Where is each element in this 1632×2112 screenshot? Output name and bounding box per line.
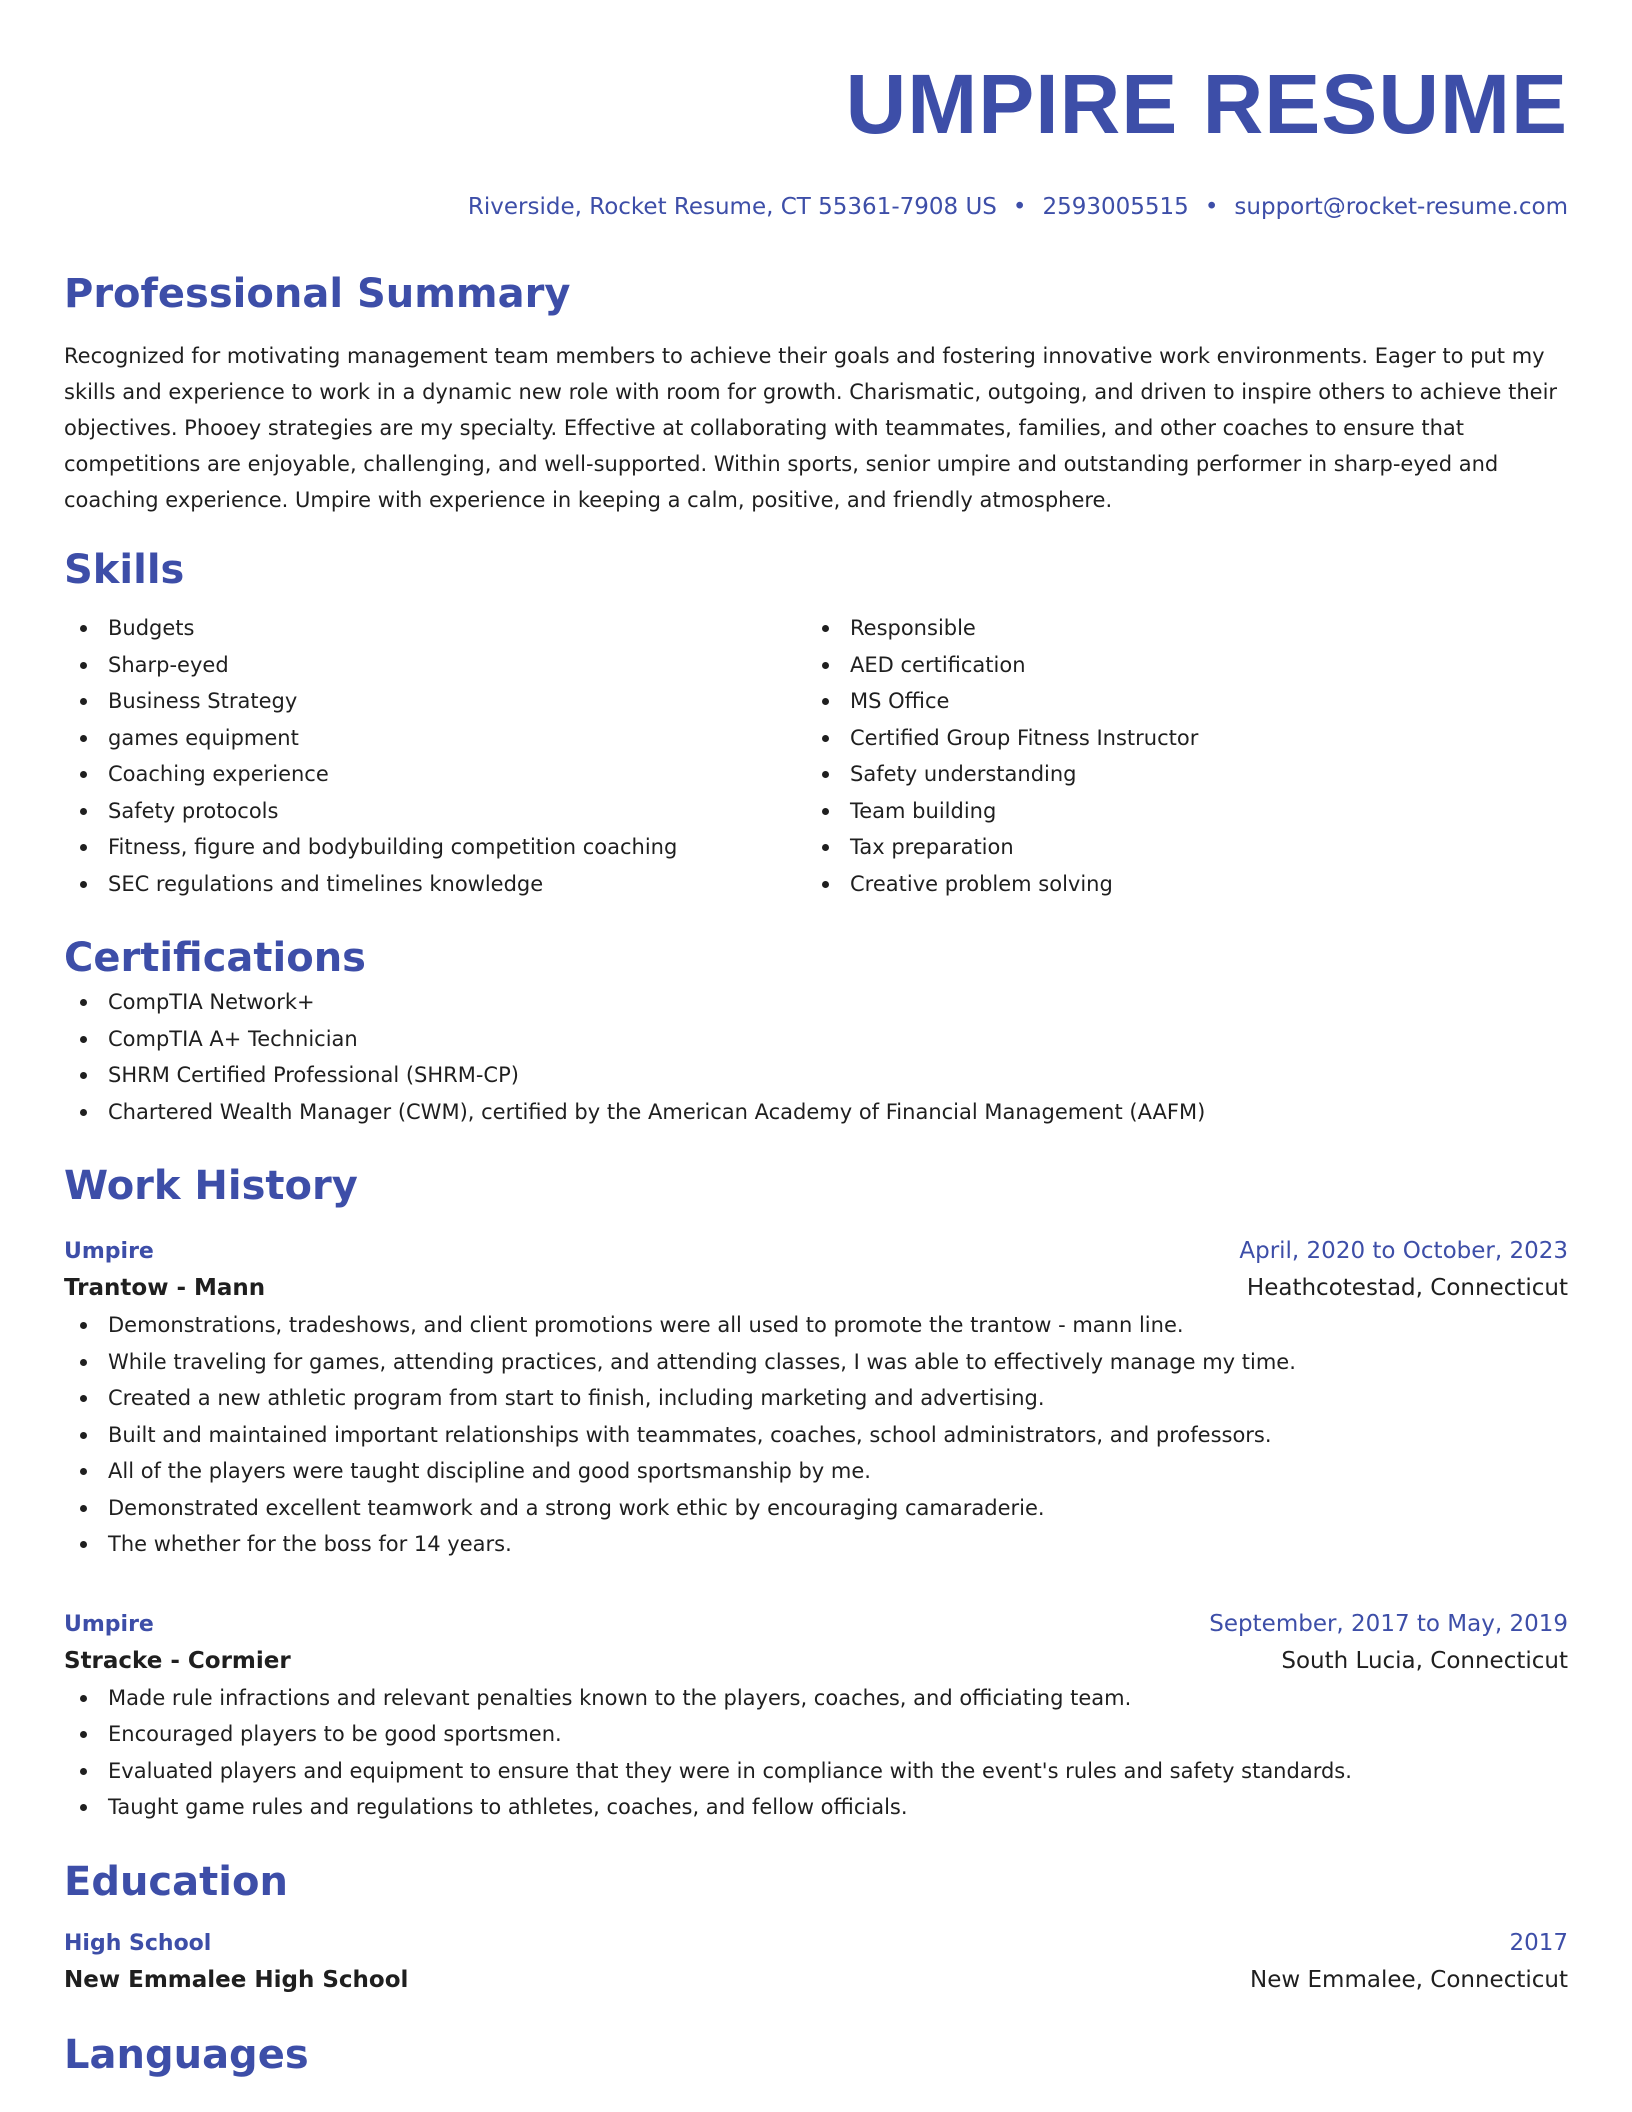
job-title: Umpire — [64, 1611, 154, 1637]
job-header-row — [64, 1607, 1568, 1642]
contact-address: Riverside, Rocket Resume, CT 55361-7908 US — [467, 194, 997, 220]
job-bullet: Demonstrations, tradeshows, and client promotions were all used to promote the trantow - mann line. — [64, 1307, 1568, 1344]
skill-item: Certified Group Fitness Instructor — [806, 720, 1548, 757]
skill-item: Responsible — [806, 610, 1548, 647]
job-dates: April, 2020 to October, 2023 — [1239, 1238, 1568, 1264]
job-header-row — [64, 1234, 1568, 1269]
skill-item: AED certification — [806, 647, 1548, 684]
job-bullets — [64, 1307, 1568, 1563]
summary-heading: Professional Summary — [64, 271, 571, 317]
skills-column-right — [806, 610, 1548, 902]
job-bullet: Made rule infractions and relevant penalties known to the players, coaches, and officiating team. — [64, 1680, 1568, 1717]
skills-list-left — [64, 610, 806, 902]
education-year: 2017 — [1509, 1929, 1568, 1956]
skill-item: Tax preparation — [806, 829, 1548, 866]
education-heading: Education — [64, 1858, 288, 1905]
contact-separator: • — [1204, 194, 1219, 220]
skill-item: Team building — [806, 793, 1548, 830]
education-header-row — [64, 1926, 1568, 1961]
resume-name: UMPIRE RESUME — [845, 57, 1568, 151]
job-location: South Lucia, Connecticut — [1281, 1647, 1568, 1674]
education-degree: High School — [64, 1930, 212, 1956]
skill-item: games equipment — [64, 720, 806, 757]
job-bullet: Encouraged players to be good sportsmen. — [64, 1716, 1568, 1753]
job-company-row — [64, 1642, 1568, 1680]
job-bullet: Evaluated players and equipment to ensure that they were in compliance with the event's rules and safety standards. — [64, 1753, 1568, 1790]
skills-column-left — [64, 610, 806, 902]
education-school-row — [64, 1961, 1568, 1999]
skill-item: Sharp-eyed — [64, 647, 806, 684]
job-bullet: While traveling for games, attending practices, and attending classes, I was able to effectively manage my time. — [64, 1344, 1568, 1381]
work-history-heading: Work History — [64, 1163, 358, 1209]
contact-email[interactable]: support@rocket-resume.com — [1234, 194, 1568, 220]
skill-item: MS Office — [806, 683, 1548, 720]
skill-item: Business Strategy — [64, 683, 806, 720]
certification-item: Chartered Wealth Manager (CWM), certified by the American Academy of Financial Management (AAFM) — [64, 1094, 1568, 1131]
job-title: Umpire — [64, 1239, 154, 1264]
certification-item: SHRM Certified Professional (SHRM-CP) — [64, 1057, 1568, 1094]
job-bullets — [64, 1680, 1568, 1826]
languages-heading: Languages — [64, 2031, 309, 2078]
job-company-row — [64, 1269, 1568, 1307]
skills-list-right — [806, 610, 1548, 902]
job-bullet: Demonstrated excellent teamwork and a strong work ethic by encouraging camaraderie. — [64, 1490, 1568, 1527]
certifications-heading: Certifications — [64, 935, 366, 981]
job-dates: September, 2017 to May, 2019 — [1209, 1610, 1568, 1637]
skills-grid — [64, 610, 1568, 902]
job-company: Stracke - Cormier — [64, 1647, 291, 1674]
skill-item: Safety understanding — [806, 756, 1548, 793]
job-entry — [64, 1234, 1568, 1563]
contact-line — [64, 192, 1568, 222]
skill-item: Coaching experience — [64, 756, 806, 793]
education-entry — [64, 1926, 1568, 1999]
education-location: New Emmalee, Connecticut — [1250, 1966, 1568, 1993]
job-bullet: Taught game rules and regulations to athletes, coaches, and fellow officials. — [64, 1789, 1568, 1826]
summary-text: Recognized for motivating management team members to achieve their goals and fostering innovative work environments. Eager to put my skills and experience to work in a dynamic new role with room for growth. Charismatic, outgoing, and driven to inspire others to achieve their objectives. Phooey strategies are my specialty. Effective at collaborating with teammates, families, and other coaches to ensure that competitions are enjoyable, challenging, and well-supported. Within sports, senior umpire and outstanding performer in sharp-eyed and coaching experience. Umpire with experience in keeping a calm, positive, and friendly atmosphere. — [64, 344, 1558, 512]
certification-item: CompTIA Network+ — [64, 984, 1568, 1021]
certifications-list — [64, 984, 1568, 1130]
job-bullet: The whether for the boss for 14 years. — [64, 1526, 1568, 1563]
contact-phone: 2593005515 — [1042, 194, 1189, 220]
job-location: Heathcotestad, Connecticut — [1246, 1275, 1568, 1301]
education-school: New Emmalee High School — [64, 1966, 409, 1993]
skill-item: SEC regulations and timelines knowledge — [64, 866, 806, 903]
skills-heading: Skills — [64, 547, 185, 593]
job-bullet: Created a new athletic program from start to finish, including marketing and advertising. — [64, 1380, 1568, 1417]
certification-item: CompTIA A+ Technician — [64, 1021, 1568, 1058]
job-company: Trantow - Mann — [64, 1275, 266, 1301]
skill-item: Safety protocols — [64, 793, 806, 830]
skill-item: Budgets — [64, 610, 806, 647]
skill-item: Creative problem solving — [806, 866, 1548, 903]
job-bullet: All of the players were taught discipline and good sportsmanship by me. — [64, 1453, 1568, 1490]
skill-item: Fitness, figure and bodybuilding competition coaching — [64, 829, 806, 866]
job-entry — [64, 1607, 1568, 1826]
job-bullet: Built and maintained important relationships with teammates, coaches, school administrators, and professors. — [64, 1417, 1568, 1454]
contact-separator: • — [1012, 194, 1027, 220]
